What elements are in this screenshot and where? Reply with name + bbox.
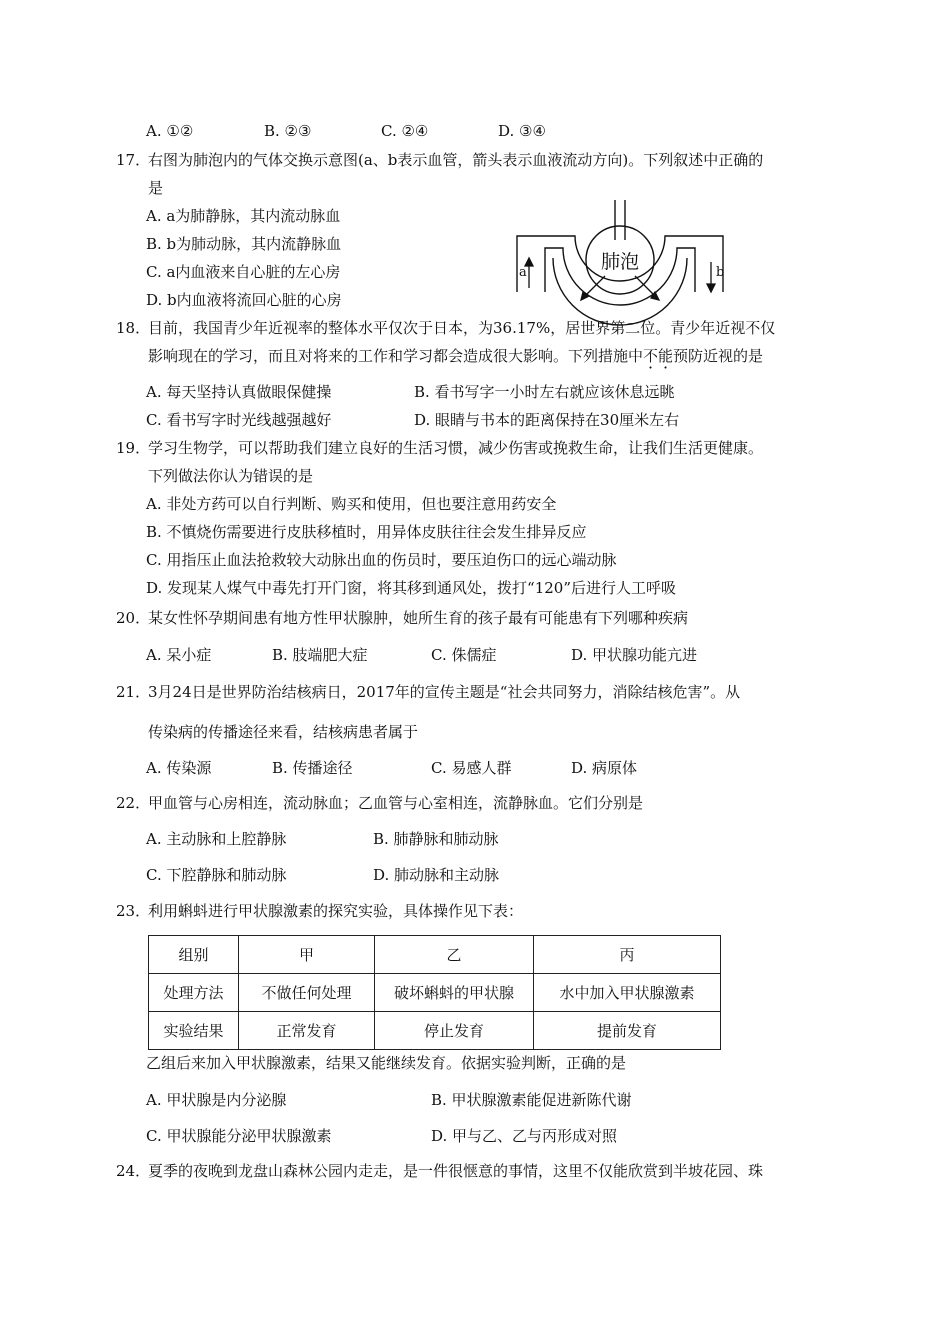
q23-option-a: A. 甲状腺是内分泌腺 [146, 1091, 287, 1109]
q19-option-b: B. 不慎烧伤需要进行皮肤移植时，用异体皮肤往往会发生排异反应 [146, 523, 587, 541]
q22-option-d: D. 肺动脉和主动脉 [373, 866, 500, 884]
q17-option-c: C. a内血液来自心脏的左心房 [146, 263, 341, 281]
question-number: 18． [116, 319, 151, 337]
table-cell: 实验结果 [149, 1012, 239, 1050]
table-cell: 乙 [375, 936, 534, 974]
table-cell: 停止发育 [375, 1012, 534, 1050]
q22-option-c: C. 下腔静脉和肺动脉 [146, 866, 287, 884]
table-cell: 破坏蝌蚪的甲状腺 [375, 974, 534, 1012]
question-stem: 甲血管与心房相连，流动脉血；乙血管与心室相连，流静脉血。它们分别是 [148, 794, 644, 812]
question-stem-cont: 是 [148, 179, 164, 197]
table-cell: 组别 [149, 936, 239, 974]
q21-option-c: C. 易感人群 [431, 759, 512, 777]
question-stem: 夏季的夜晚到龙盘山森林公园内走走，是一件很惬意的事情，这里不仅能欣赏到半坡花园、珠 [148, 1162, 764, 1180]
q20-option-a: A. 呆小症 [146, 646, 212, 664]
question-stem-cont: 传染病的传播途径来看，结核病患者属于 [148, 723, 419, 741]
q19-option-d: D. 发现某人煤气中毒先打开门窗，将其移到通风处，拨打“120”后进行人工呼吸 [146, 579, 676, 597]
question-stem-cont: 下列做法你认为错误的是 [148, 467, 314, 485]
q23-option-b: B. 甲状腺激素能促进新陈代谢 [431, 1091, 632, 1109]
q21-option-d: D. 病原体 [571, 759, 638, 777]
emphasis-char: 能 [658, 347, 674, 365]
question-number: 23． [116, 902, 151, 920]
question-stem-cont [148, 346, 763, 366]
question-number: 22． [116, 794, 151, 812]
alveolus-label: 肺泡 [600, 251, 640, 273]
q18-option-a: A. 每天坚持认真做眼保健操 [146, 383, 332, 401]
question-stem: 某女性怀孕期间患有地方性甲状腺肿，她所生育的孩子最有可能患有下列哪种疾病 [148, 609, 689, 627]
stem-text: 影响现在的学习，而且对将来的工作和学习都会造成很大影响。下列措施中 [148, 347, 644, 365]
question-number: 24． [116, 1162, 151, 1180]
q18-option-d: D. 眼睛与书本的距离保持在30厘米左右 [414, 411, 680, 429]
q18-option-b: B. 看书写字一小时左右就应该休息远眺 [414, 383, 675, 401]
q20-option-b: B. 肢端肥大症 [272, 646, 368, 664]
q19-option-c: C. 用指压止血法抢救较大动脉出血的伤员时，要压迫伤口的远心端动脉 [146, 551, 617, 569]
experiment-table [148, 935, 721, 1050]
question-followup: 乙组后来加入甲状腺激素，结果又能继续发育。依据实验判断，正确的是 [146, 1054, 627, 1072]
table-row [149, 1012, 721, 1050]
table-cell: 丙 [534, 936, 721, 974]
question-stem: 3月24日是世界防治结核病日，2017年的宣传主题是“社会共同努力，消除结核危害”。从 [148, 683, 741, 701]
q19-option-a: A. 非处方药可以自行判断、购买和使用，但也要注意用药安全 [146, 495, 557, 513]
question-number: 20． [116, 609, 151, 627]
q16-option-d: D. ③④ [498, 122, 546, 140]
q21-option-a: A. 传染源 [146, 759, 212, 777]
question-stem: 目前，我国青少年近视率的整体水平仅次于日本，为36.17%，居世界第二位。青少年近视不仅 [148, 319, 776, 337]
q20-option-d: D. 甲状腺功能亢进 [571, 646, 698, 664]
q16-option-c: C. ②④ [381, 122, 429, 140]
alveolus-diagram [515, 198, 725, 326]
table-cell: 提前发育 [534, 1012, 721, 1050]
table-cell: 水中加入甲状腺激素 [534, 974, 721, 1012]
question-number: 19． [116, 439, 151, 457]
q18-option-c: C. 看书写字时光线越强越好 [146, 411, 332, 429]
q17-option-a: A. a为肺静脉，其内流动脉血 [146, 207, 341, 225]
q23-option-c: C. 甲状腺能分泌甲状腺激素 [146, 1127, 332, 1145]
question-number: 17． [116, 151, 151, 169]
table-row [149, 974, 721, 1012]
q22-option-a: A. 主动脉和上腔静脉 [146, 830, 287, 848]
vessel-a-label: a [519, 265, 527, 280]
table-cell: 不做任何处理 [239, 974, 375, 1012]
q20-option-c: C. 侏儒症 [431, 646, 497, 664]
question-stem: 右图为肺泡内的气体交换示意图(a、b表示血管，箭头表示血液流动方向)。下列叙述中正确的 [148, 151, 764, 169]
q21-option-b: B. 传播途径 [272, 759, 353, 777]
q23-option-d: D. 甲与乙、乙与丙形成对照 [431, 1127, 618, 1145]
table-cell: 甲 [239, 936, 375, 974]
q17-option-d: D. b内血液将流回心脏的心房 [146, 291, 342, 309]
question-stem: 利用蝌蚪进行甲状腺激素的探究实验，具体操作见下表： [148, 902, 524, 920]
emphasis-char: 不 [643, 347, 659, 365]
stem-text: 预防近视的是 [673, 347, 764, 365]
vessel-b-label: b [716, 265, 725, 280]
question-stem: 学习生物学，可以帮助我们建立良好的生活习惯，减少伤害或挽救生命，让我们生活更健康。 [148, 439, 764, 457]
q17-option-b: B. b为肺动脉，其内流静脉血 [146, 235, 342, 253]
question-number: 21． [116, 683, 151, 701]
table-cell: 处理方法 [149, 974, 239, 1012]
table-cell: 正常发育 [239, 1012, 375, 1050]
q16-option-a: A. ①② [146, 122, 194, 140]
q22-option-b: B. 肺静脉和肺动脉 [373, 830, 499, 848]
table-row [149, 936, 721, 974]
q16-option-b: B. ②③ [264, 122, 312, 140]
